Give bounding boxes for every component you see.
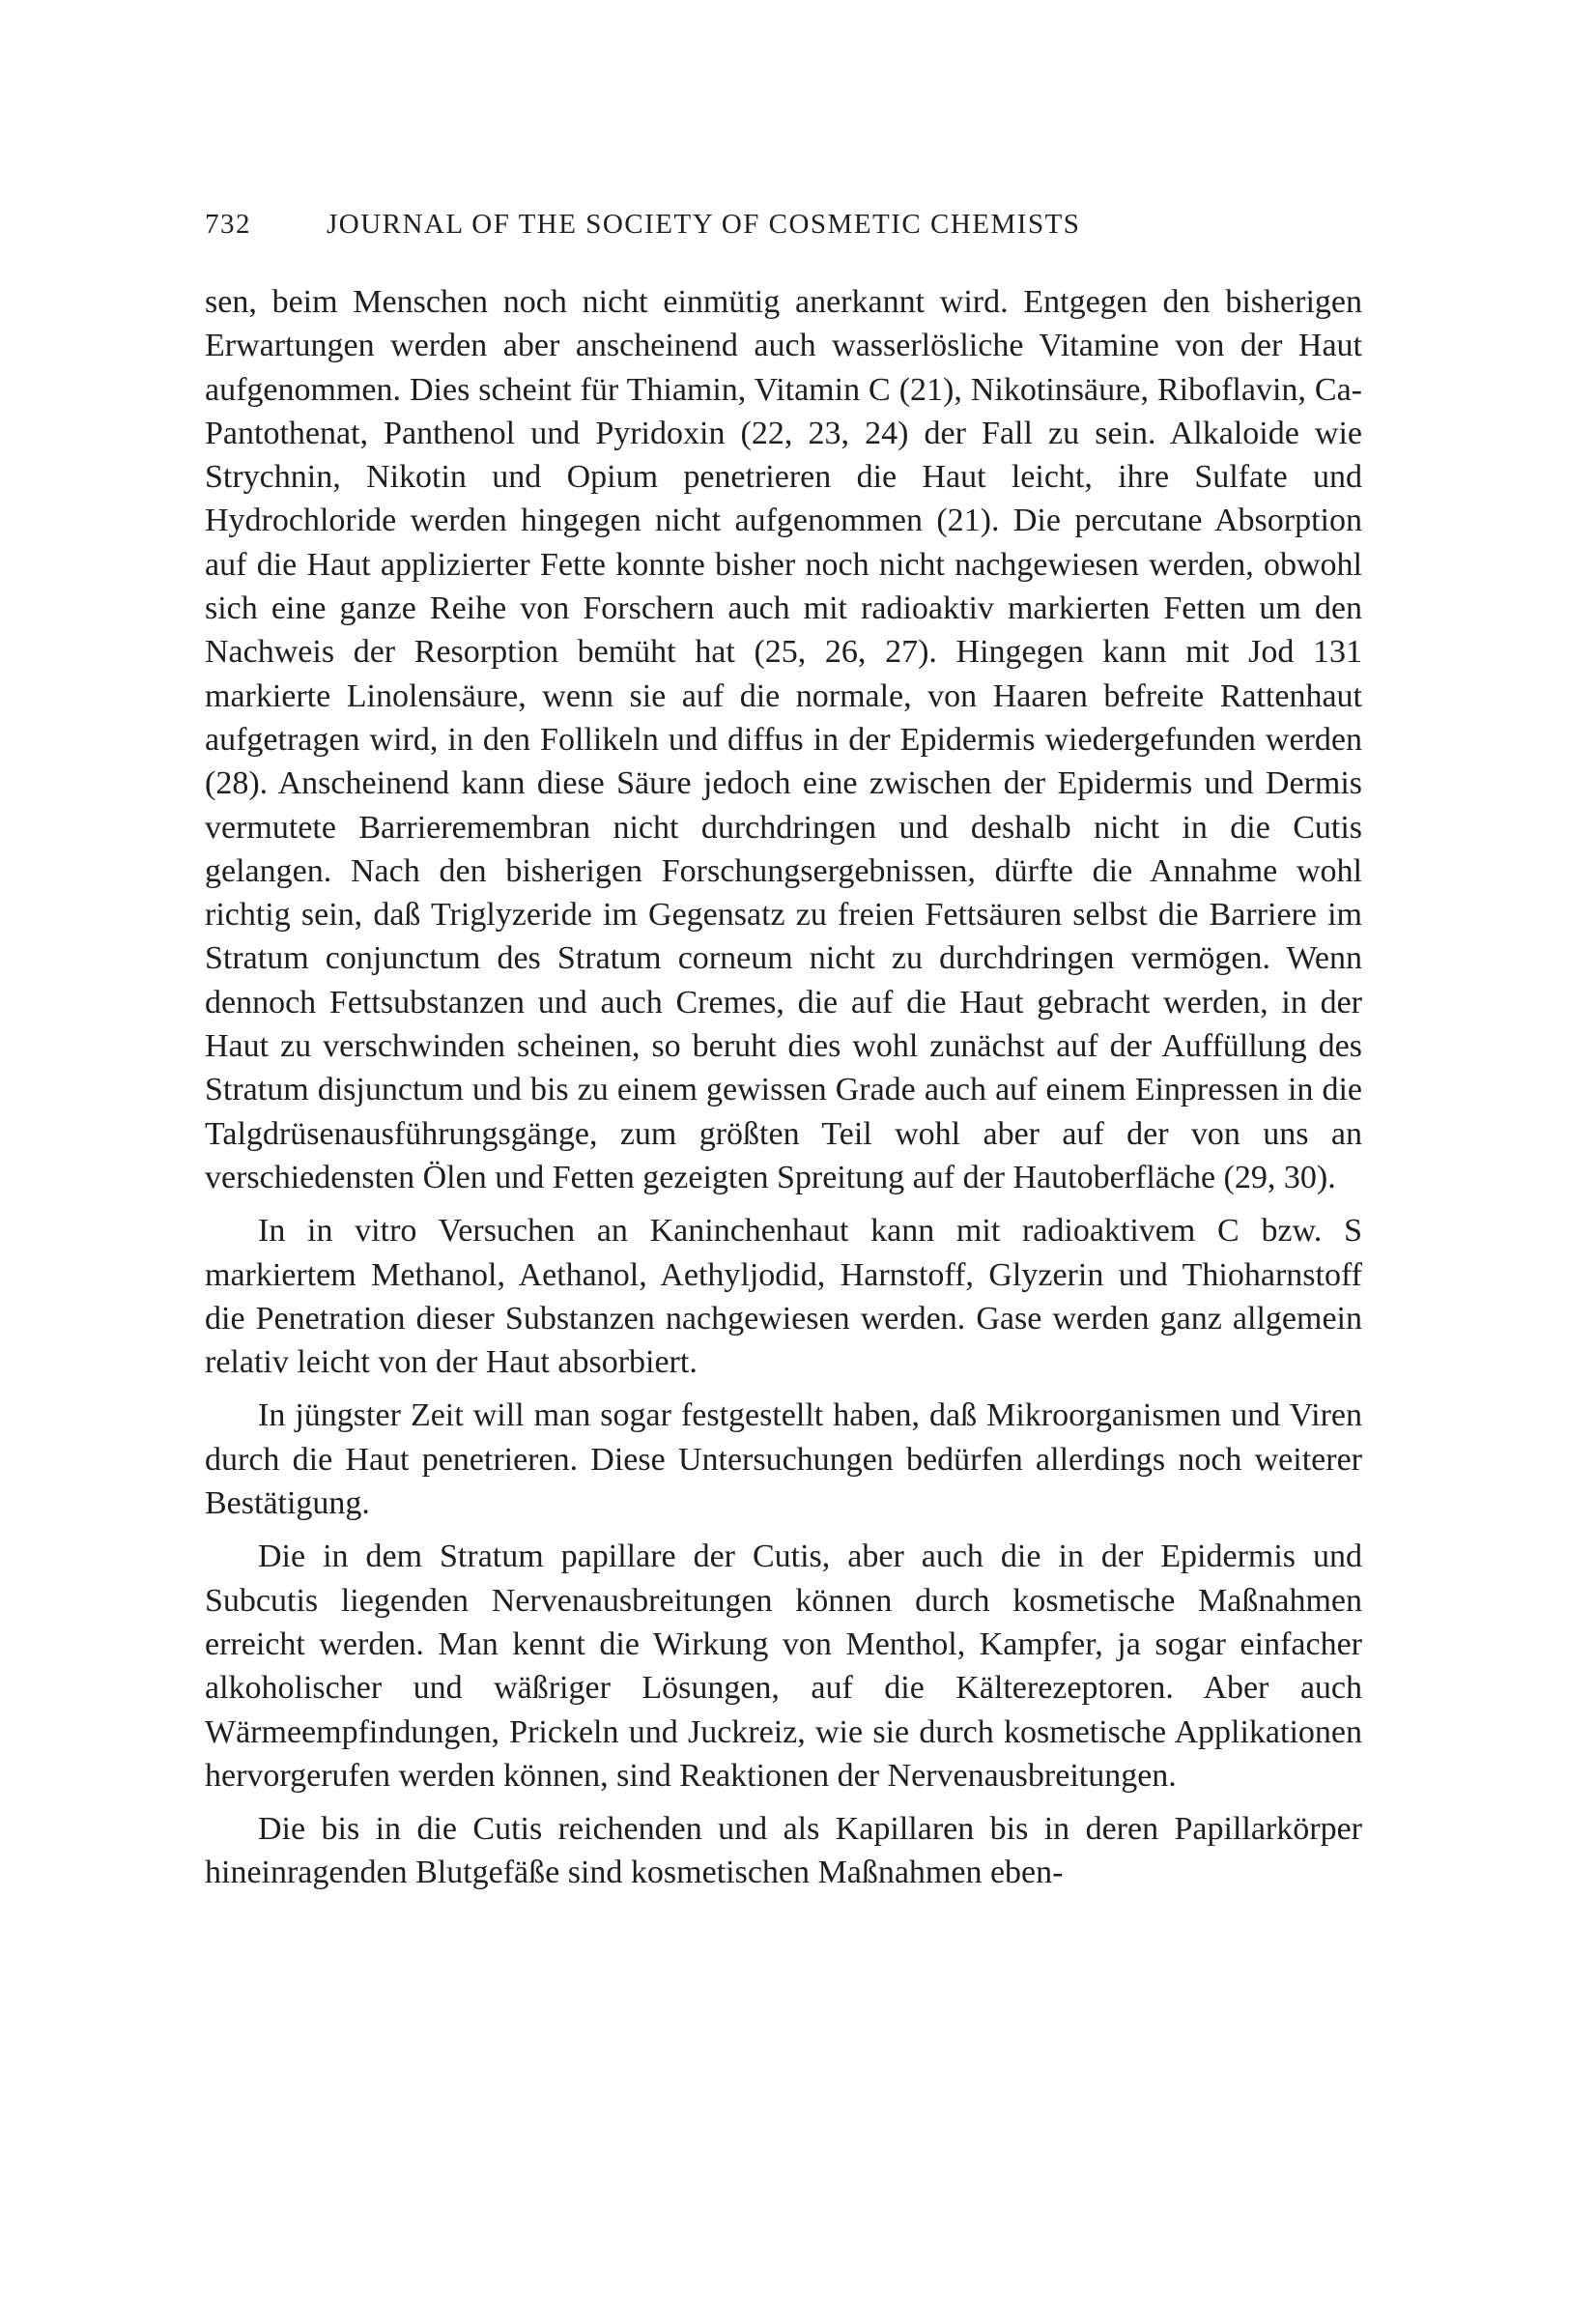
article-body [205,280,1362,1895]
paragraph-absorption-vitamins-fats: sen, beim Menschen noch nicht einmütig anerkannt wird. Entgegen den bisherigen Erwartungen werden aber anscheinend auch wasserlösliche Vitamine von der Haut aufgenommen. Dies scheint für Thiamin, Vitamin C (21), Nikotinsäure, Riboflavin, Ca-Pantothenat, Panthenol und Pyridoxin (22, 23, 24) der Fall zu sein. Alkaloide wie Strychnin, Nikotin und Opium penetrieren die Haut leicht, ihre Sulfate und Hydrochloride werden hingegen nicht aufgenommen (21). Die percutane Absorption auf die Haut applizierter Fette konnte bisher noch nicht nachgewiesen werden, obwohl sich eine ganze Reihe von Forschern auch mit radioaktiv markierten Fetten um den Nachweis der Resorption bemüht hat (25, 26, 27). Hingegen kann mit Jod 131 markierte Linolensäure, wenn sie auf die normale, von Haaren befreite Rattenhaut aufgetragen wird, in den Follikeln und diffus in der Epidermis wiedergefunden werden (28). Anscheinend kann diese Säure jedoch eine zwischen der Epidermis und Dermis vermutete Barrieremembran nicht durchdringen und deshalb nicht in die Cutis gelangen. Nach den bisherigen Forschungsergebnissen, dürfte die Annahme wohl richtig sein, daß Triglyzeride im Gegensatz zu freien Fettsäuren selbst die Barriere im Stratum conjunctum des Stratum corneum nicht zu durchdringen vermögen. Wenn dennoch Fettsubstanzen und auch Cremes, die auf die Haut gebracht werden, in der Haut zu verschwinden scheinen, so beruht dies wohl zunächst auf der Auffüllung des Stratum disjunctum und bis zu einem gewissen Grade auch auf einem Einpressen in die Talgdrüsenausführungsgänge, zum größten Teil wohl aber auf der von uns an verschiedensten Ölen und Fetten gezeigten Spreitung auf der Hautoberfläche (29, 30). [205,284,1362,1195]
page-number: 732 [205,209,251,240]
paragraph-blood-vessels: Die bis in die Cutis reichenden und als Kapillaren bis in deren Papillarkörper hineinragenden Blutgefäße sind kosmetischen Maßnahmen eben- [205,1811,1362,1891]
paragraph-nerves: Die in dem Stratum papillare der Cutis, aber auch die in der Epidermis und Subcutis liegenden Nervenausbreitungen können durch kosmetische Maßnahmen erreicht werden. Man kennt die Wirkung von Menthol, Kampfer, ja sogar einfacher alkoholischer und wäßriger Lösungen, auf die Kälterezeptoren. Aber auch Wärmeempfindungen, Prickeln und Juckreiz, wie sie durch kosmetische Applikationen hervorgerufen werden können, sind Reaktionen der Nervenausbreitungen. [205,1539,1362,1794]
page-header [205,205,1364,244]
paragraph-microorganisms: In jüngster Zeit will man sogar festgestellt haben, daß Mikroorganismen und Viren durch die Haut penetrieren. Diese Untersuchungen bedürfen allerdings noch weiterer Bestätigung. [205,1397,1362,1522]
running-head-journal-title: JOURNAL OF THE SOCIETY OF COSMETIC CHEMISTS [327,209,1081,240]
paragraph-in-vitro-experiments: In in vitro Versuchen an Kaninchenhaut kann mit radioaktivem C bzw. S markiertem Methanol, Aethanol, Aethyljodid, Harnstoff, Glyzerin und Thioharnstoff die Penetration dieser Substanzen nachgewiesen werden. Gase werden ganz allgemein relativ leicht von der Haut absorbiert. [205,1213,1362,1381]
